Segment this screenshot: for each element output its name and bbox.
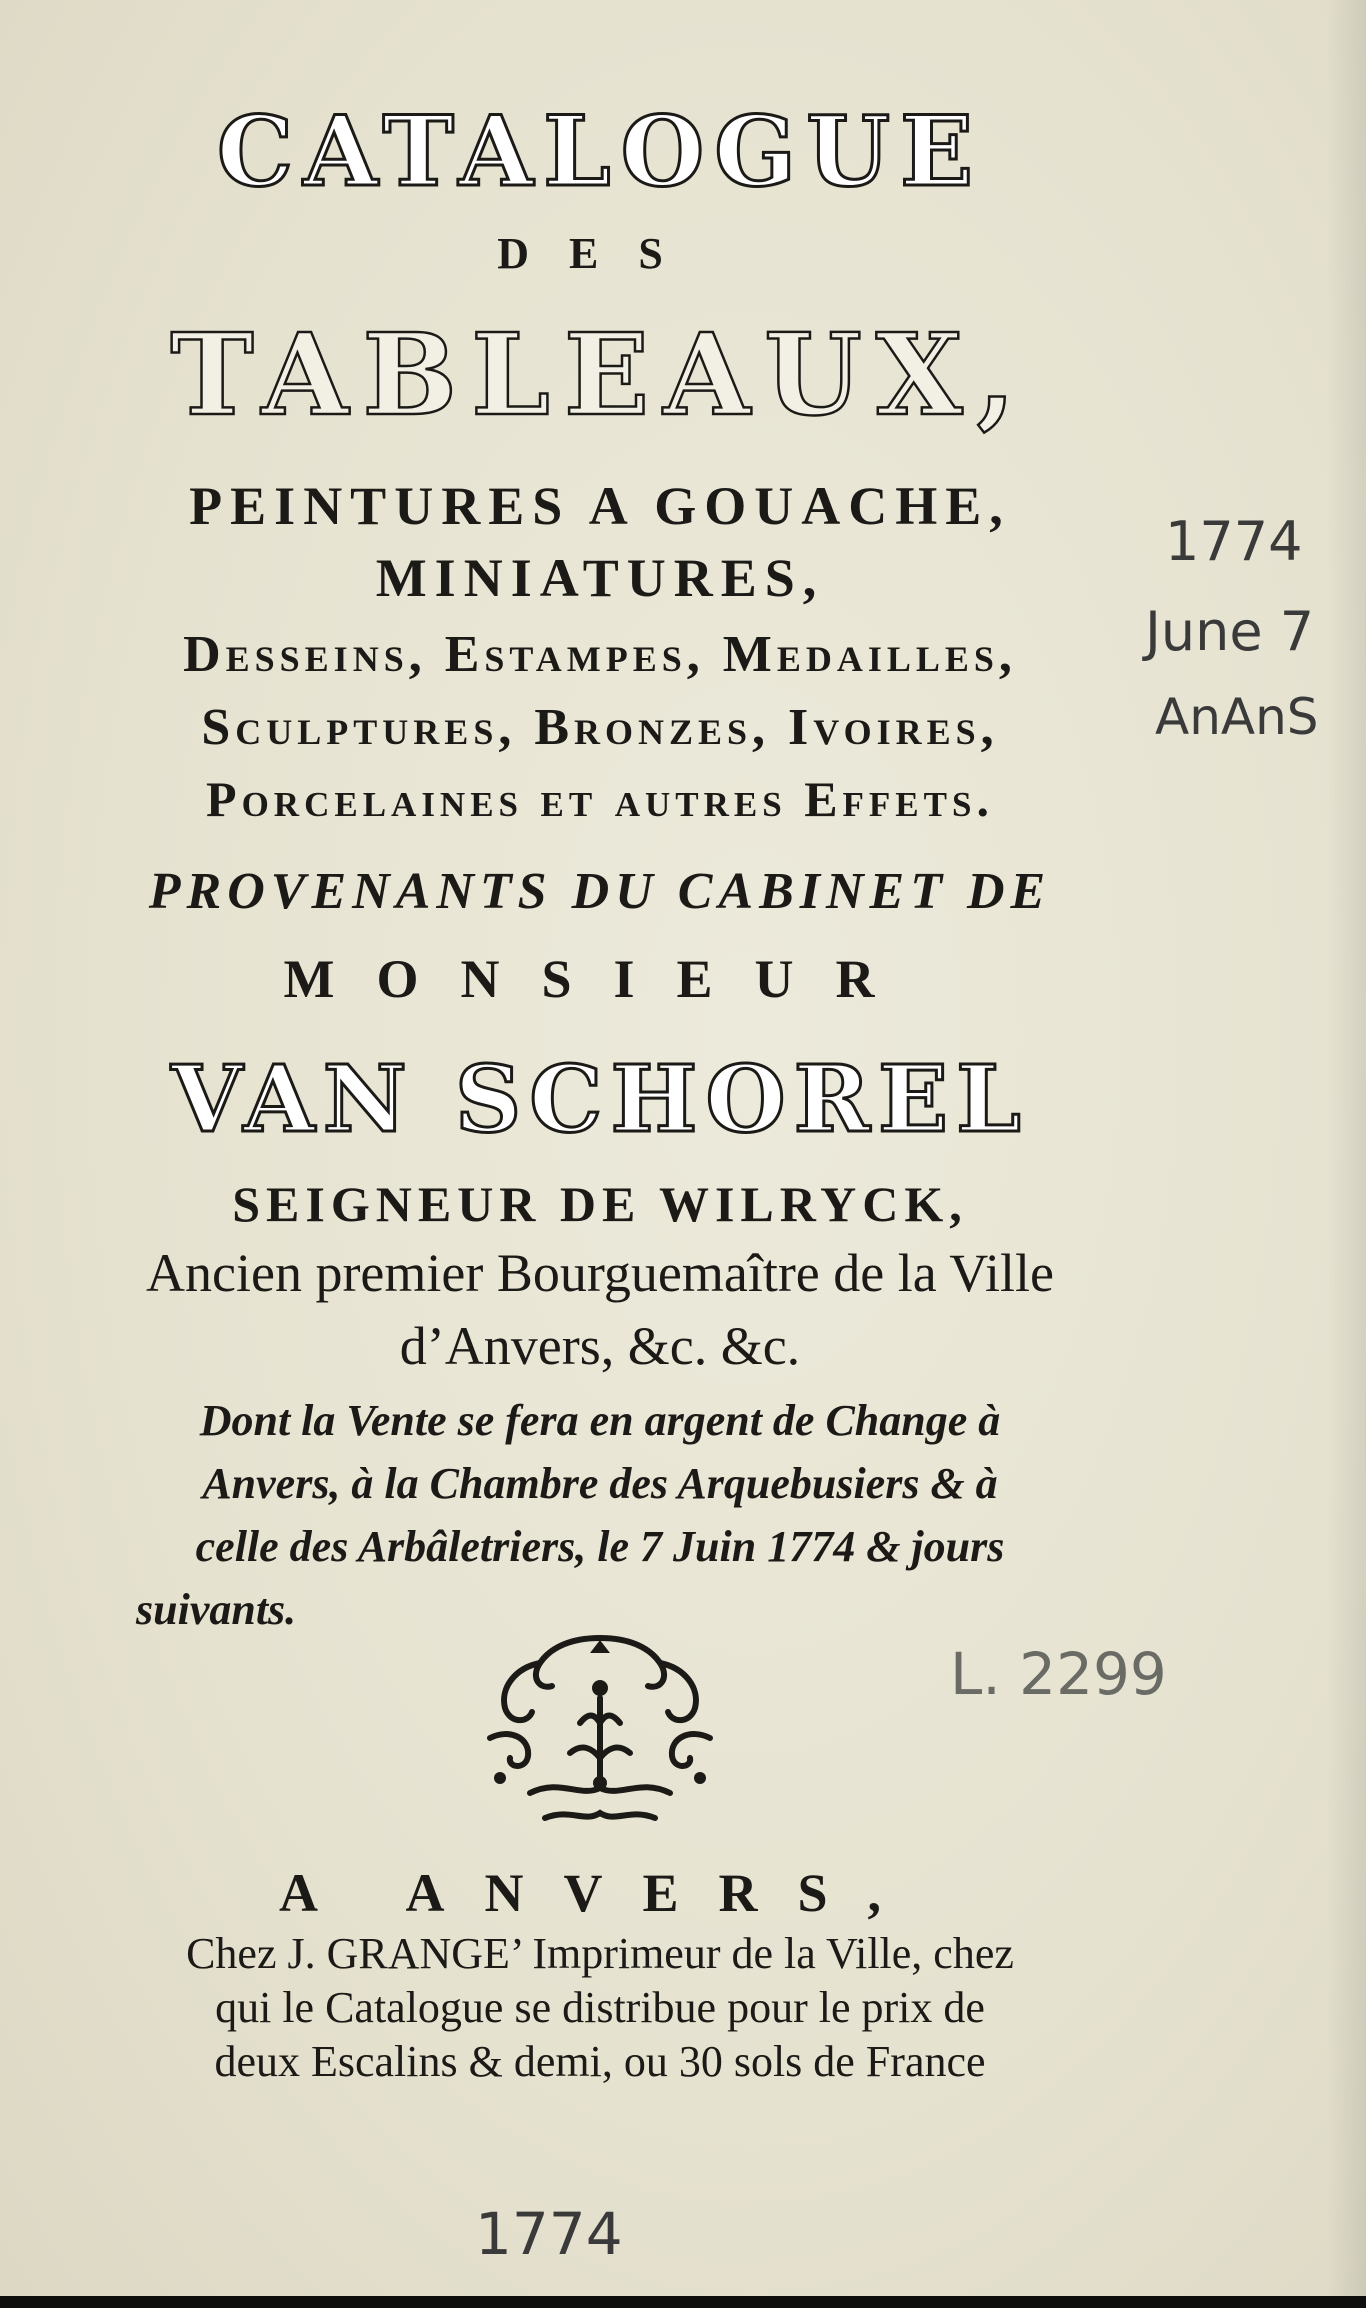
sculptures-line: Sculptures, Bronzes, Ivoires, <box>201 699 999 756</box>
des-line: DES <box>497 229 703 278</box>
pencil-lot-number: L. 2299 <box>950 1640 1167 1708</box>
tableaux-heading: TABLEAUX, <box>170 310 1030 441</box>
title-block <box>80 0 1120 2296</box>
vente-line-2: Anvers, à la Chambre des Arquebusiers & à <box>202 1459 998 1508</box>
vente-line-3: celle des Arbâletriers, le 7 Juin 1774 & jours <box>195 1522 1005 1571</box>
monsieur-line: MONSIEUR <box>283 949 917 1009</box>
vente-line-4: suivants. <box>136 1585 297 1634</box>
imprint-line-1: Chez J. GRANGE’ Imprimeur de la Ville, chez <box>186 1929 1014 1978</box>
miniatures-line: MINIATURES, <box>375 548 825 608</box>
van-schorel-heading: VAN SCHOREL <box>171 1045 1029 1153</box>
handwritten-code-margin: AnAnS <box>1155 688 1319 746</box>
handwritten-date-margin: June 7 <box>1145 600 1315 663</box>
page-edge-shadow <box>1326 0 1366 2296</box>
provenants-line: PROVENANTS DU CABINET DE <box>148 863 1052 920</box>
handwritten-year-bottom: 1774 <box>475 2200 623 2268</box>
anvers-etc-line: d’Anvers, &c. &c. <box>399 1316 801 1376</box>
handwritten-year-margin: 1774 <box>1165 510 1303 573</box>
catalogue-heading: CATALOGUE <box>216 95 984 208</box>
ancien-line: Ancien premier Bourguemaître de la Ville <box>146 1243 1054 1303</box>
ornament-icon <box>470 1628 730 1838</box>
seigneur-line: SEIGNEUR DE WILRYCK, <box>232 1176 968 1232</box>
a-anvers-line: A ANVERS, <box>278 1863 922 1923</box>
porcelaines-line: Porcelaines et autres Effets. <box>206 771 994 827</box>
imprint-line-2: qui le Catalogue se distribue pour le prix de <box>215 1983 985 2032</box>
vente-line-1: Dont la Vente se fera en argent de Change à <box>199 1396 1001 1445</box>
scan-border <box>0 2296 1366 2308</box>
imprint-line-3: deux Escalins & demi, ou 30 sols de France <box>214 2037 986 2086</box>
desseins-line: Desseins, Estampes, Medailles, <box>183 626 1017 683</box>
peintures-line: PEINTURES A GOUACHE, <box>189 476 1011 536</box>
